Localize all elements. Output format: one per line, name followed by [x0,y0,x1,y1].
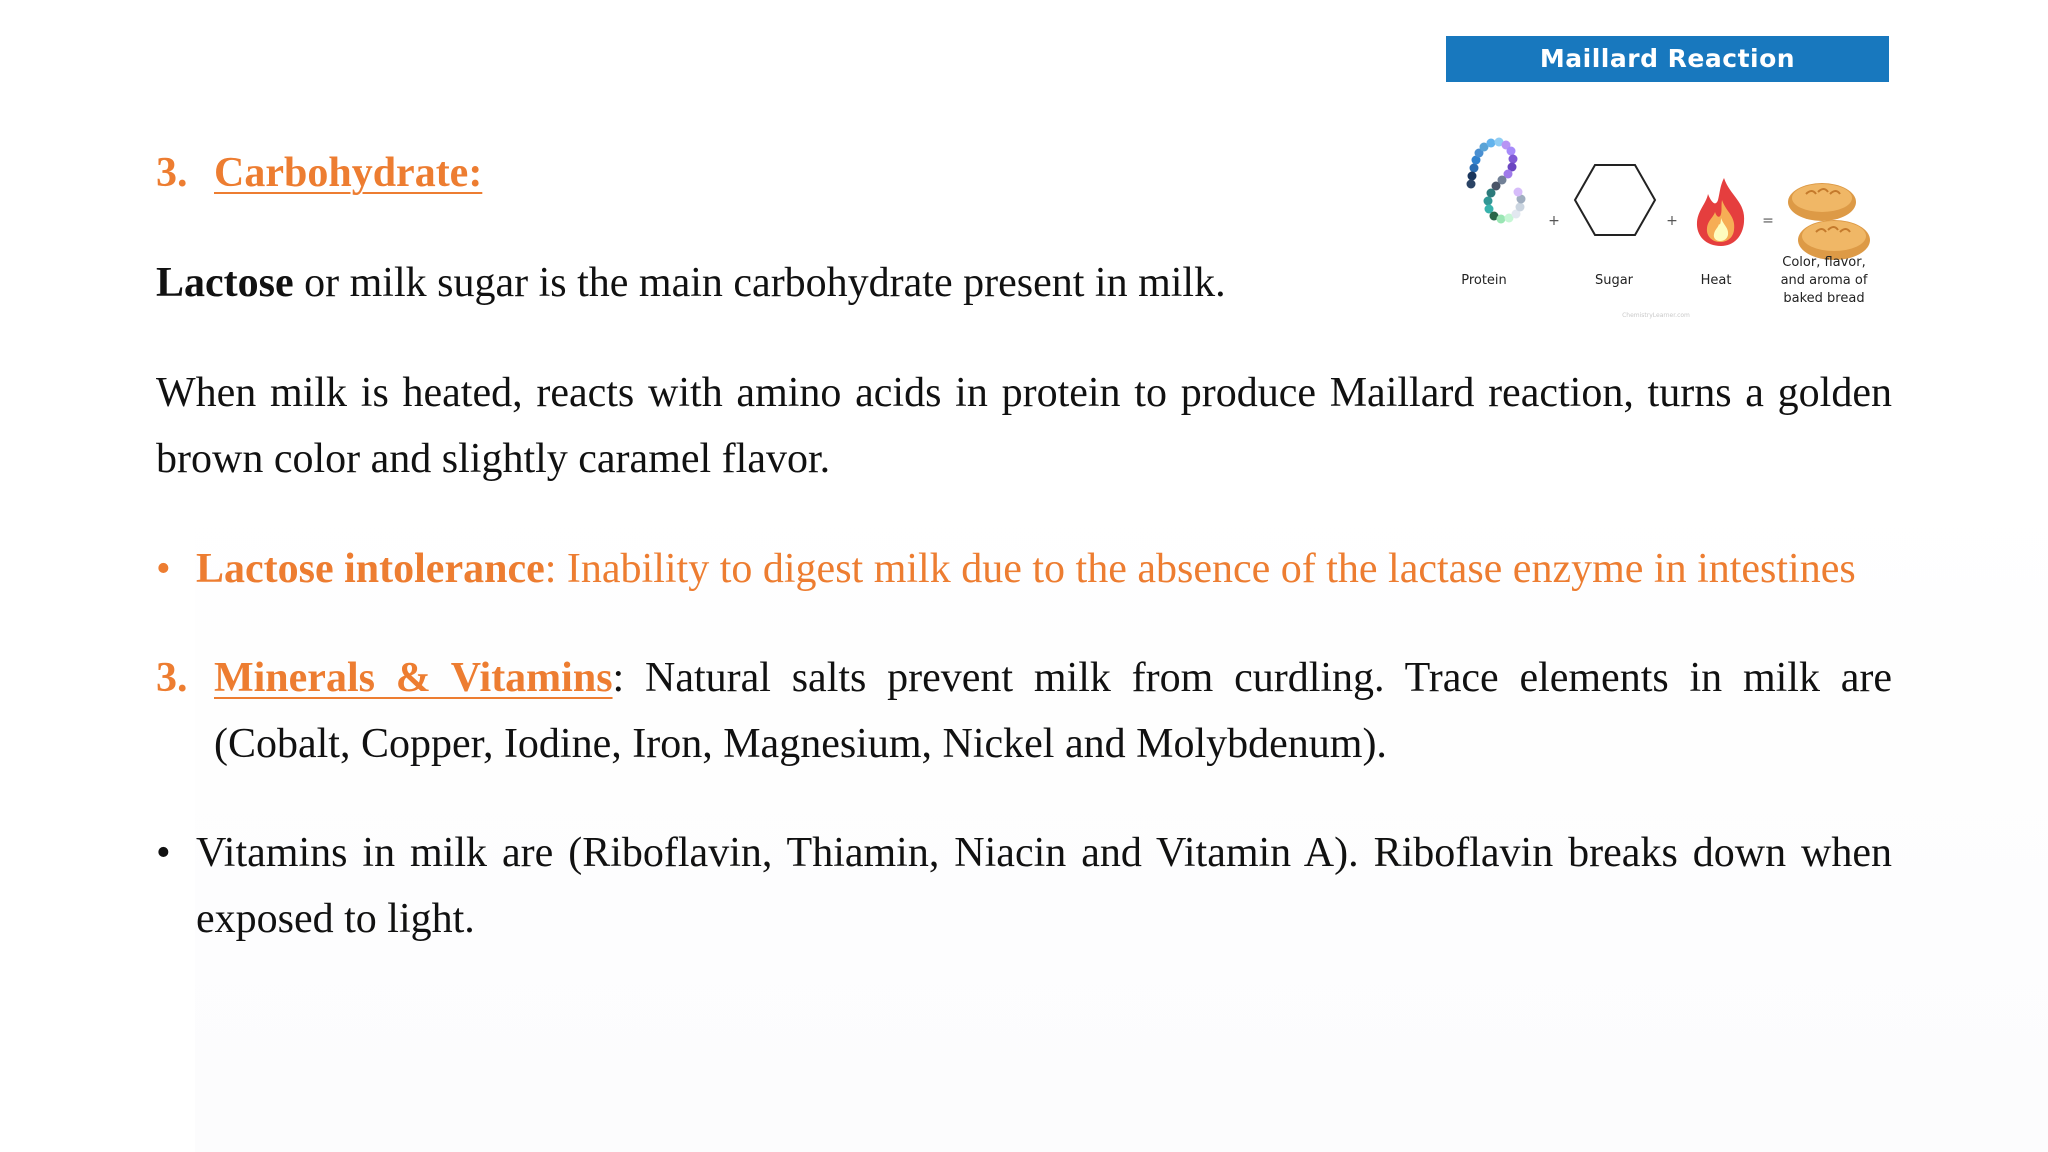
label-result [1764,254,1884,308]
label-sugar: Sugar [1594,273,1634,288]
label-protein: Protein [1461,273,1507,288]
plus-operator: + [1548,213,1560,229]
lactose-text: or milk sugar is the main carbohydrate present in milk. [293,260,1226,306]
vitamins-bullet [156,820,1892,952]
bullet-marker: • [156,830,171,876]
maillard-reaction-figure [1446,36,1889,336]
label-result-line3: baked bread [1783,291,1865,306]
bullet-marker: • [156,546,171,592]
equals-operator: = [1762,213,1774,229]
item-number: 3. [156,655,188,701]
heading-carbohydrate [156,140,482,206]
label-result-line1: Color, flavor, [1782,255,1866,270]
label-result-line2: and aroma of [1780,273,1868,288]
bread-icon [1788,183,1870,260]
figure-watermark: ChemistryLearner.com [1622,312,1690,319]
heading-number: 3. [156,150,188,196]
heading-title: Carbohydrate: [214,150,483,196]
lactose-intolerance-bullet [156,536,1896,602]
minerals-text [214,645,1892,777]
lactose-term: Lactose [156,260,294,306]
intolerance-term: Lactose intolerance [196,546,545,592]
minerals-body: : Natural salts prevent milk from curdling. Trace elements in milk are (Cobalt, Copper, Iodine, Iron, Magnesium, Nickel and Molybdenum). [214,655,1892,767]
protein-chain-icon [1467,138,1526,224]
minerals-vitamins-item [156,645,1892,777]
lactose-line [156,250,1226,316]
flame-icon [1697,178,1744,246]
plus-operator: + [1666,213,1678,229]
minerals-term: Minerals & Vitamins [214,655,613,701]
label-heat: Heat [1700,273,1732,288]
bullet-text [196,536,1896,602]
figure-banner-title: Maillard Reaction [1446,36,1889,82]
sugar-hexagon-icon [1575,165,1655,235]
vitamins-text: Vitamins in milk are (Riboflavin, Thiamin, Niacin and Vitamin A). Riboflavin breaks down when exposed to light. [196,830,1892,942]
intolerance-definition: : Inability to digest milk due to the absence of the lactase enzyme in intestines [544,546,1856,592]
maillard-paragraph: When milk is heated, reacts with amino acids in protein to produce Maillard reaction, turns a golden brown color and slightly caramel flavor. [156,370,1892,482]
